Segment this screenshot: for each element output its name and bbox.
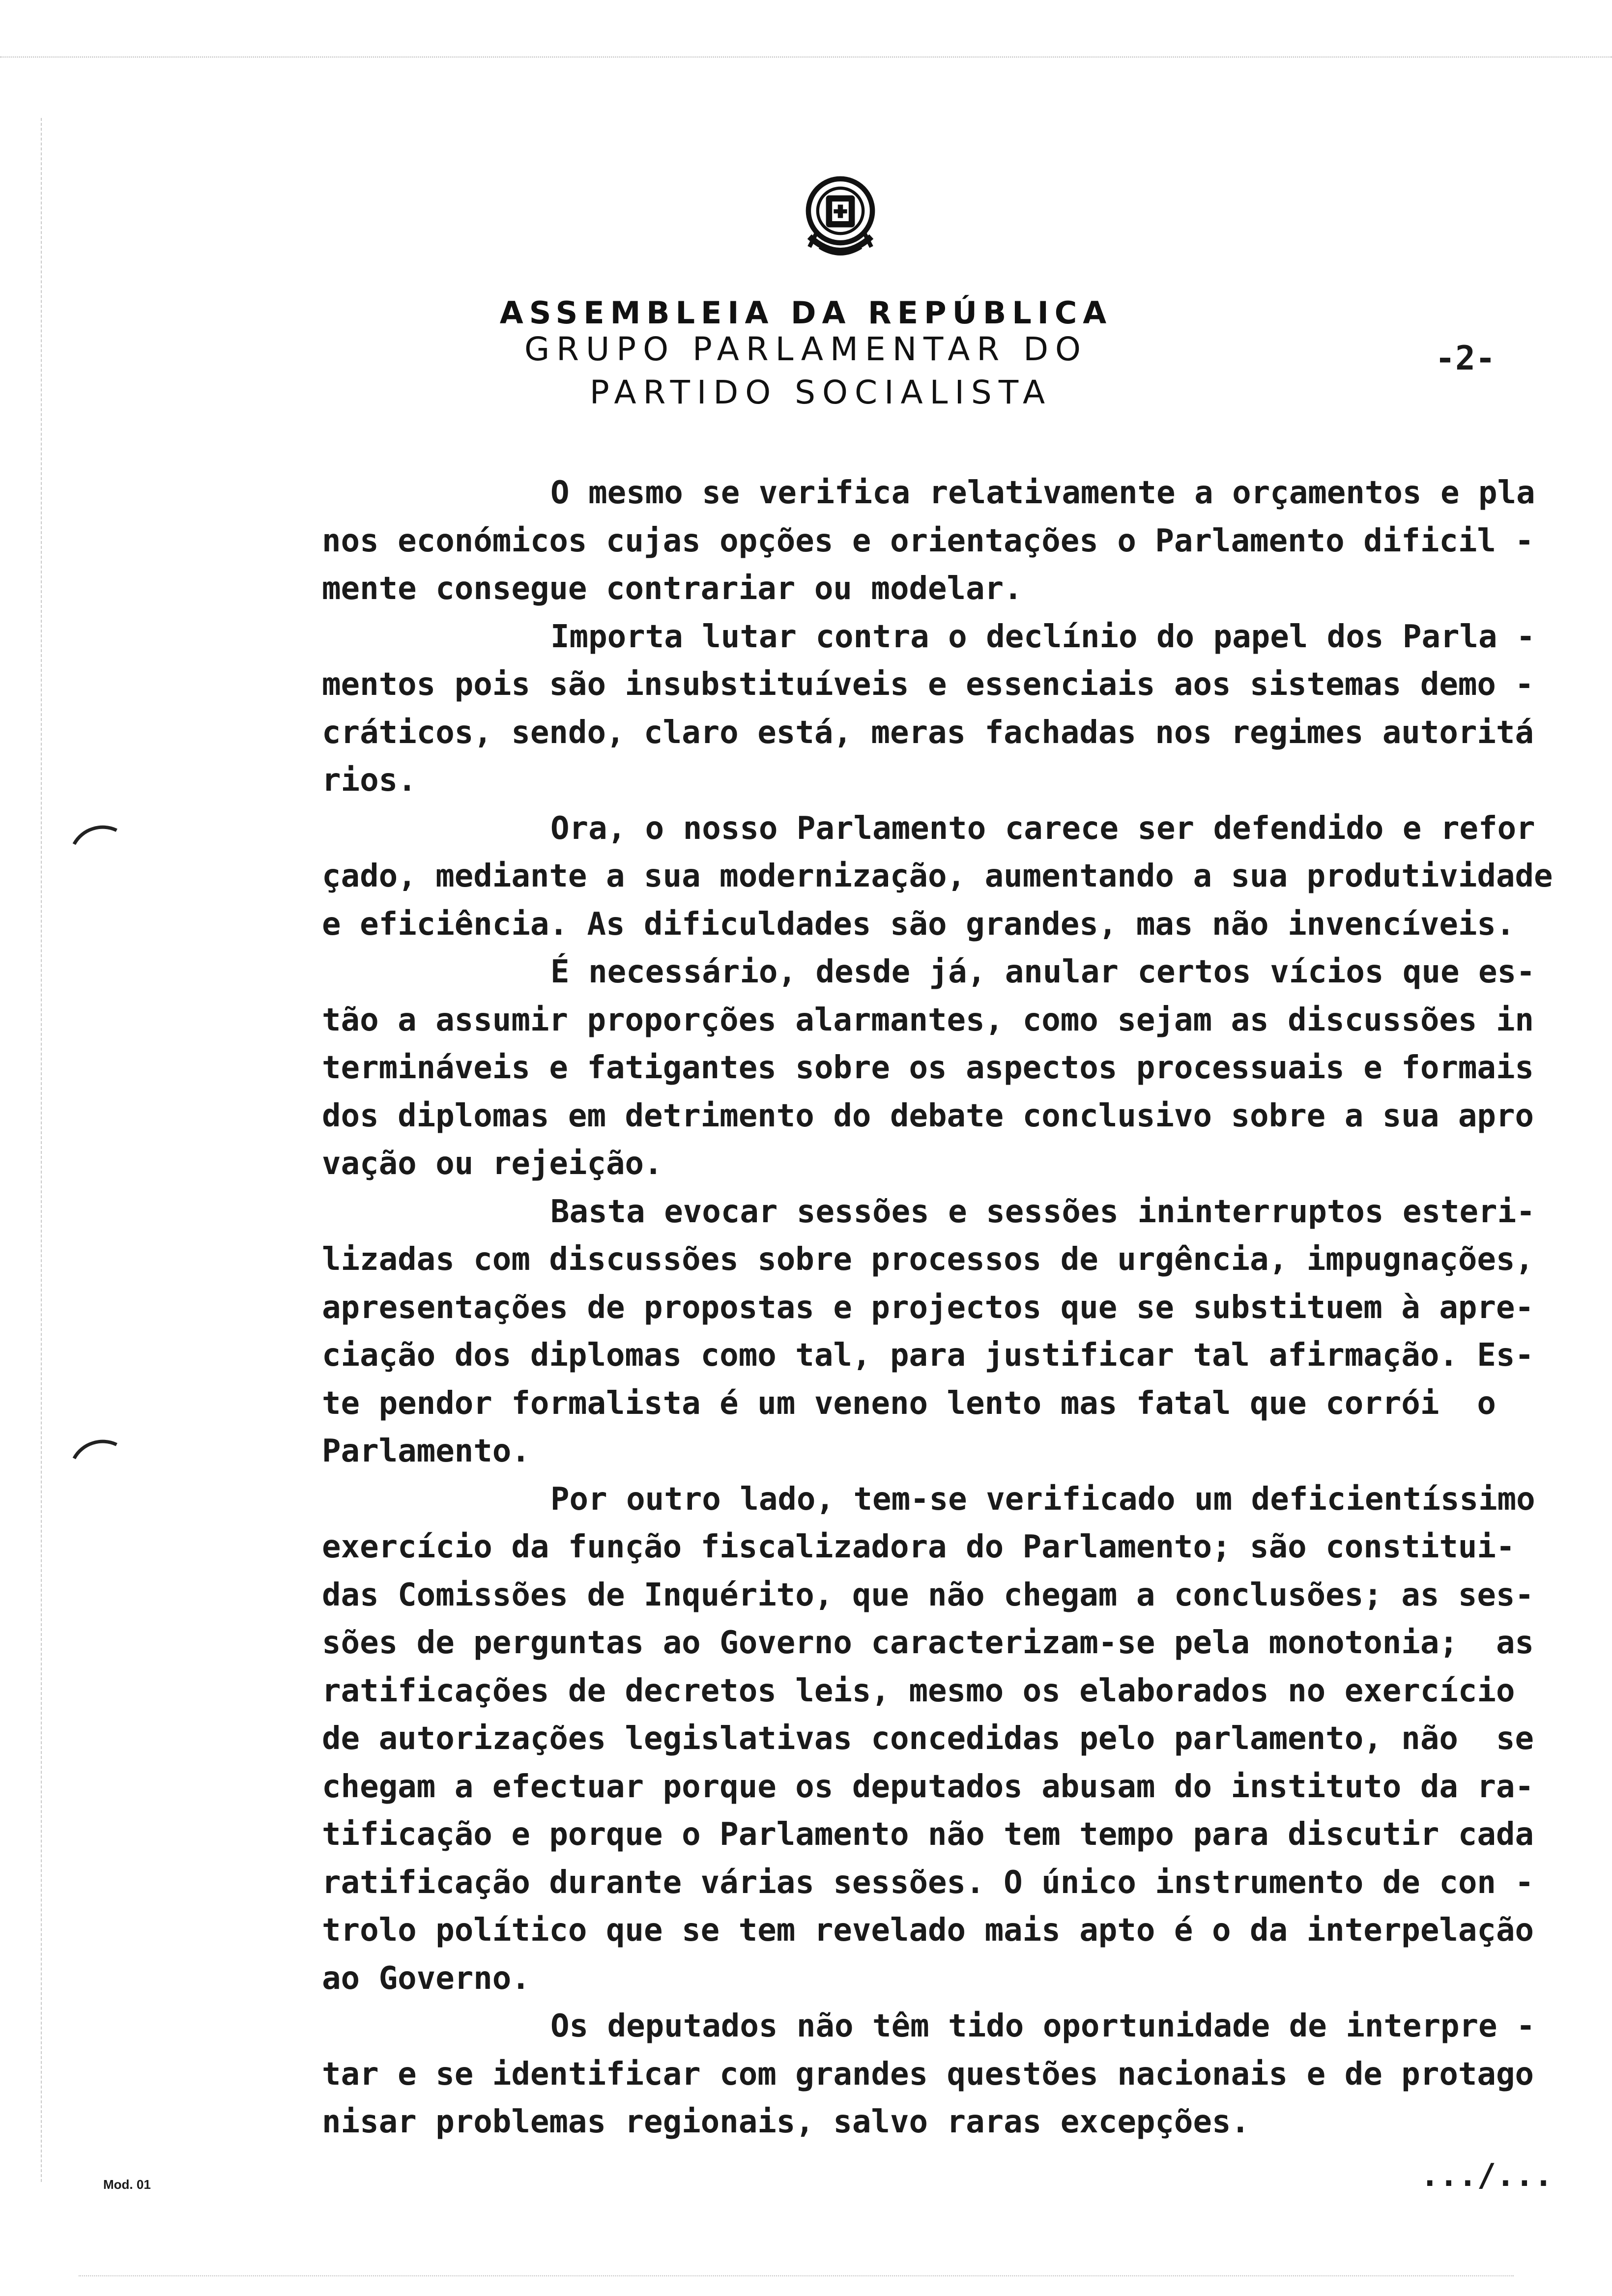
text-line: apresentações de propostas e projectos que se substituem à apre- <box>322 1289 1534 1326</box>
text-line: tão a assumir proporções alarmantes, como sejam as discussões in <box>322 1002 1534 1038</box>
text-line: Basta evocar sessões e sessões ininterruptos esteri- <box>550 1193 1535 1230</box>
text-line: exercício da função fiscalizadora do Parlamento; são constitui- <box>322 1529 1515 1565</box>
text-line: ao Governo. <box>322 1960 530 1997</box>
page-number: -2- <box>1435 339 1496 378</box>
punch-hole-mark-upper <box>61 817 143 896</box>
header-assembly-name: ASSEMBLEIA DA REPÚBLICA <box>499 295 1113 331</box>
text-line: mentos pois são insubstituíveis e essenciais aos sistemas demo - <box>322 666 1534 703</box>
text-line: ratificação durante várias sessões. O único instrumento de con - <box>322 1864 1534 1901</box>
text-line: tar e se identificar com grandes questões nacionais e de protago <box>322 2056 1534 2093</box>
text-line: cráticos, sendo, claro está, meras fachadas nos regimes autoritá <box>322 714 1534 751</box>
text-line: ciação dos diplomas como tal, para justificar tal afirmação. Es- <box>322 1337 1534 1374</box>
text-line: lizadas com discussões sobre processos de urgência, impugnações, <box>322 1241 1534 1278</box>
scan-left-edge <box>41 118 42 2182</box>
text-line: ratificações de decretos leis, mesmo os elaborados no exercício <box>322 1672 1515 1709</box>
coat-of-arms-emblem-icon <box>789 170 892 273</box>
text-line: O mesmo se verifica relativamente a orçamentos e pla <box>550 475 1535 511</box>
form-model-mark: Mod. 01 <box>103 2177 151 2192</box>
text-line: termináveis e fatigantes sobre os aspectos processuais e formais <box>322 1050 1534 1086</box>
text-line: te pendor formalista é um veneno lento mas fatal que corrói o <box>322 1385 1496 1422</box>
text-line: vação ou rejeição. <box>322 1146 663 1182</box>
text-line: de autorizações legislativas concedidas pelo parlamento, não se <box>322 1721 1534 1757</box>
text-line: Por outro lado, tem-se verificado um deficientíssimo <box>550 1481 1535 1518</box>
text-line: das Comissões de Inquérito, que não chegam a conclusões; as ses- <box>322 1577 1534 1613</box>
text-line: mente consegue contrariar ou modelar. <box>322 571 1023 607</box>
punch-hole-mark-lower <box>61 1431 143 1511</box>
header-party-name: PARTIDO SOCIALISTA <box>589 373 1052 411</box>
continuation-mark: .../... <box>1420 2157 1553 2194</box>
text-line: Importa lutar contra o declínio do papel dos Parla - <box>550 618 1535 655</box>
scan-bottom-edge <box>79 2275 1514 2276</box>
text-line: trolo político que se tem revelado mais apto é o da interpelação <box>322 1912 1534 1949</box>
document-body <box>322 469 1560 2147</box>
text-line: Os deputados não têm tido oportunidade de interpre - <box>550 2008 1535 2044</box>
text-line: dos diplomas em detrimento do debate conclusivo sobre a sua apro <box>322 1097 1534 1134</box>
text-line: Parlamento. <box>322 1433 530 1469</box>
text-line: e eficiência. As dificuldades são grandes, mas não invencíveis. <box>322 906 1515 943</box>
text-line: tificação e porque o Parlamento não tem tempo para discutir cada <box>322 1816 1534 1853</box>
text-line: sões de perguntas ao Governo caracterizam-se pela monotonia; as <box>322 1625 1534 1661</box>
text-line: Ora, o nosso Parlamento carece ser defendido e refor <box>550 810 1535 847</box>
text-line: chegam a efectuar porque os deputados abusam do instituto da ra- <box>322 1768 1534 1805</box>
text-line: nos económicos cujas opções e orientações o Parlamento dificil - <box>322 522 1534 559</box>
text-line: É necessário, desde já, anular certos vícios que es- <box>550 954 1535 990</box>
text-line: nisar problemas regionais, salvo raras excepções. <box>322 2104 1250 2140</box>
text-line: rios. <box>322 762 417 799</box>
text-line: çado, mediante a sua modernização, aumentando a sua produtividade <box>322 858 1553 894</box>
header-group-name: GRUPO PARLAMENTAR DO <box>524 330 1088 368</box>
